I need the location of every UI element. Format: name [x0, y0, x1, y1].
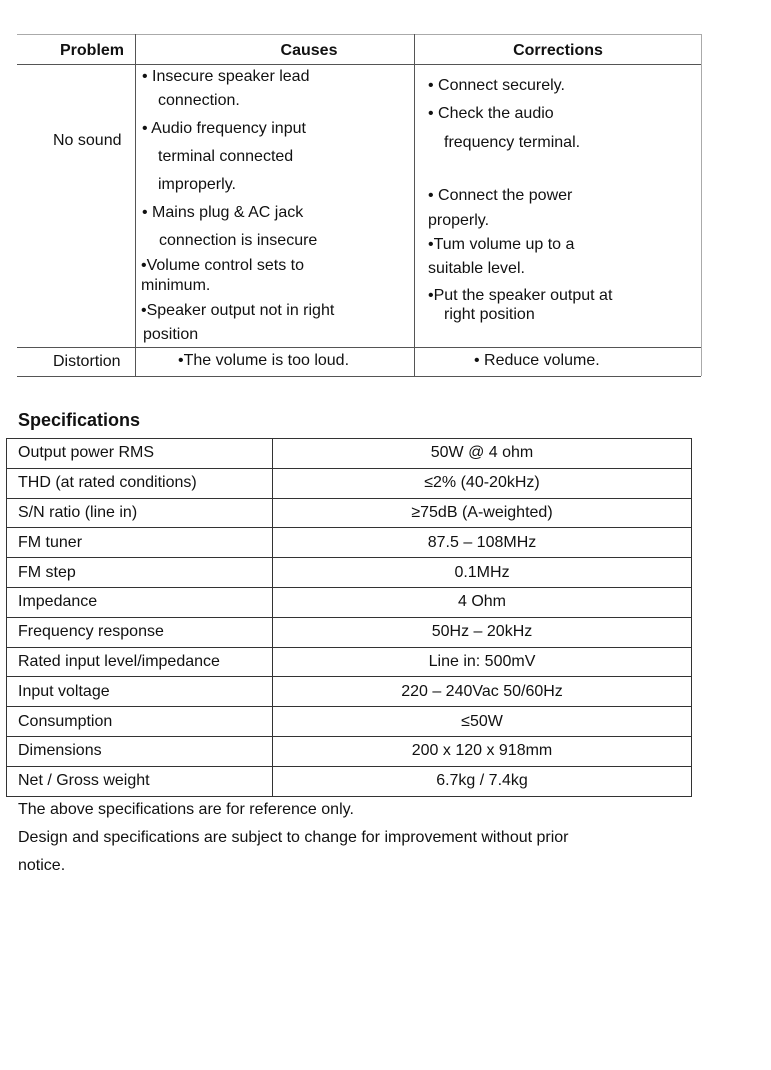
correction-line: right position — [444, 306, 535, 323]
correction-line: • Check the audio — [428, 105, 554, 122]
table-border-right — [701, 34, 702, 376]
spec-label: Input voltage — [7, 677, 273, 707]
column-divider — [135, 34, 136, 376]
spec-row — [7, 617, 692, 647]
correction-line: •Tum volume up to a — [428, 236, 575, 253]
spec-row — [7, 677, 692, 707]
spec-value: ≤2% (40-20kHz) — [273, 468, 692, 498]
cause-line: minimum. — [141, 277, 211, 294]
cause-line: •The volume is too loud. — [178, 352, 350, 369]
spec-label: Frequency response — [7, 617, 273, 647]
spec-value: ≤50W — [273, 707, 692, 737]
spec-row — [7, 766, 692, 796]
spec-value: Line in: 500mV — [273, 647, 692, 677]
spec-label: Consumption — [7, 707, 273, 737]
spec-row — [7, 528, 692, 558]
cause-line: • Insecure speaker lead — [142, 68, 310, 85]
cause-line: connection is insecure — [159, 232, 318, 249]
spec-row — [7, 468, 692, 498]
spec-value: ≥75dB (A-weighted) — [273, 498, 692, 528]
cause-line: • Audio frequency input — [142, 120, 306, 137]
correction-line: frequency terminal. — [444, 134, 581, 151]
spec-label: Net / Gross weight — [7, 766, 273, 796]
cause-line: position — [143, 326, 199, 343]
spec-label: Impedance — [7, 587, 273, 617]
spec-label: S/N ratio (line in) — [7, 498, 273, 528]
problem-no-sound: No sound — [53, 132, 122, 149]
spec-row — [7, 707, 692, 737]
correction-line: • Reduce volume. — [474, 352, 600, 369]
specifications-table — [6, 438, 692, 797]
note-line: Design and specifications are subject to change for improvement without prior — [18, 829, 569, 846]
column-divider — [414, 34, 415, 376]
cause-line: terminal connected — [158, 148, 294, 165]
spec-label: Dimensions — [7, 736, 273, 766]
correction-line: suitable level. — [428, 260, 525, 277]
header-causes: Causes — [280, 42, 338, 59]
correction-line: • Connect securely. — [428, 77, 565, 94]
specifications-title: Specifications — [18, 410, 141, 430]
spec-value: 50W @ 4 ohm — [273, 439, 692, 469]
table-divider — [17, 64, 701, 65]
spec-value: 6.7kg / 7.4kg — [273, 766, 692, 796]
cause-line: • Mains plug & AC jack — [142, 204, 304, 221]
correction-line: • Connect the power — [428, 187, 573, 204]
spec-value: 220 – 240Vac 50/60Hz — [273, 677, 692, 707]
spec-value: 87.5 – 108MHz — [273, 528, 692, 558]
spec-value: 200 x 120 x 918mm — [273, 736, 692, 766]
cause-line: •Volume control sets to — [141, 257, 305, 274]
spec-row — [7, 439, 692, 469]
cause-line: connection. — [158, 92, 240, 109]
cause-line: improperly. — [158, 176, 236, 193]
spec-row — [7, 587, 692, 617]
spec-label: FM tuner — [7, 528, 273, 558]
spec-label: THD (at rated conditions) — [7, 468, 273, 498]
table-divider — [17, 347, 701, 348]
correction-line: properly. — [428, 212, 490, 229]
note-line: The above specifications are for reference only. — [18, 801, 354, 818]
spec-row — [7, 736, 692, 766]
spec-row — [7, 498, 692, 528]
note-line: notice. — [18, 857, 66, 874]
spec-label: Rated input level/impedance — [7, 647, 273, 677]
cause-line: •Speaker output not in right — [141, 302, 335, 319]
spec-row — [7, 647, 692, 677]
header-corrections: Corrections — [513, 42, 603, 59]
spec-value: 50Hz – 20kHz — [273, 617, 692, 647]
spec-value: 4 Ohm — [273, 587, 692, 617]
spec-label: FM step — [7, 558, 273, 588]
table-border-top — [17, 34, 701, 35]
spec-value: 0.1MHz — [273, 558, 692, 588]
correction-line: •Put the speaker output at — [428, 287, 613, 304]
spec-row — [7, 558, 692, 588]
table-border-bottom — [17, 376, 701, 377]
spec-label: Output power RMS — [7, 439, 273, 469]
header-problem: Problem — [60, 42, 125, 59]
problem-distortion: Distortion — [53, 353, 121, 370]
